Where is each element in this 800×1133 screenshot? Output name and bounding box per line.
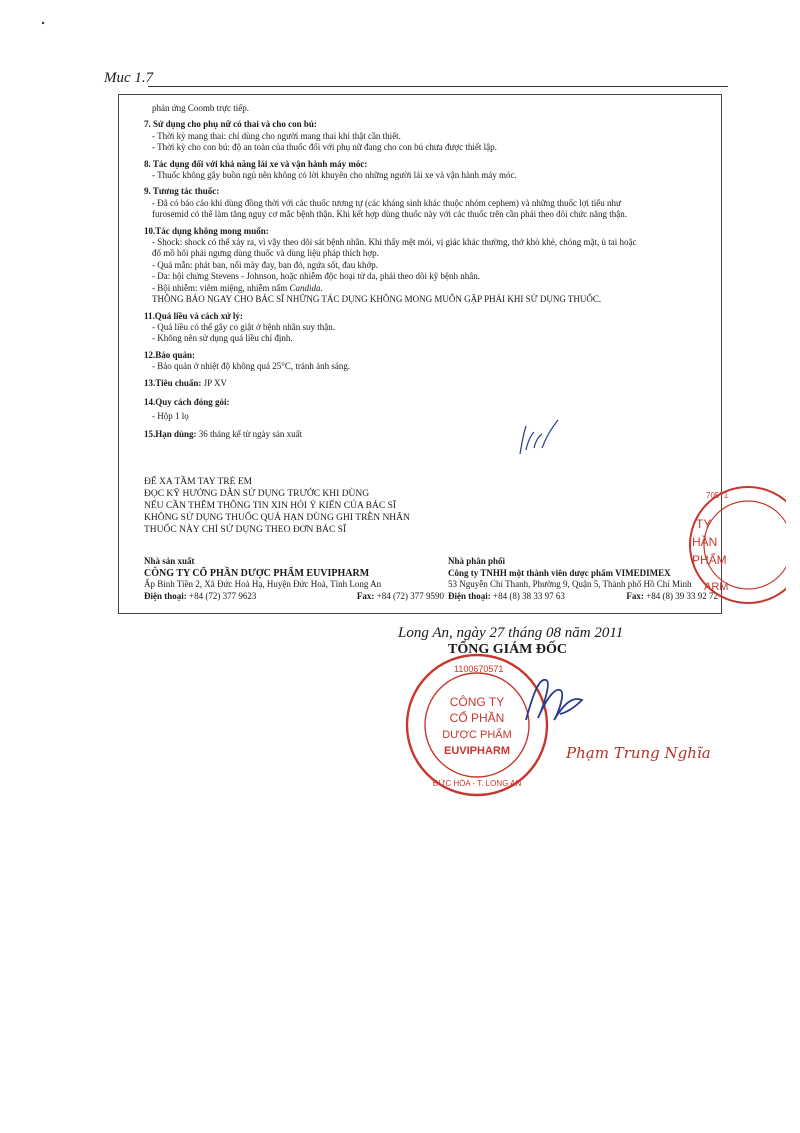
edge-stamp-line3: PHẨM bbox=[692, 553, 727, 567]
stamp-line3: DƯỢC PHẨM bbox=[442, 729, 512, 741]
s13-title: 13.Tiêu chuẩn: bbox=[144, 377, 202, 388]
distributor-address: 53 Nguyễn Chí Thanh, Phường 9, Quận 5, Thành phố Hồ Chí Minh bbox=[448, 579, 692, 589]
director-name: Phạm Trung Nghĩa bbox=[566, 744, 711, 762]
stamp-line1: CÔNG TY bbox=[449, 695, 505, 709]
warning-line-4: KHÔNG SỬ DỤNG THUỐC QUÁ HẠN DÙNG GHI TRÊN NHÃN bbox=[144, 513, 410, 523]
section-14 bbox=[144, 397, 716, 423]
s8-title: 8. Tác dụng đối với khả năng lái xe và vận hành máy móc: bbox=[144, 158, 368, 169]
s11-title: 11.Quá liều và cách xử lý: bbox=[144, 310, 243, 321]
manufacturer-fax-label: Fax: bbox=[356, 590, 375, 601]
s7-item-2: - Thời kỳ cho con bú: độ an toàn của thuốc đối với phụ nữ đang cho con bú chưa được thiết lập. bbox=[152, 142, 497, 153]
s10-shock-line2: đổ mồ hôi phải ngưng dùng thuốc và dùng liệu pháp thích hợp. bbox=[152, 248, 379, 259]
manufacturer-label: Nhà sản xuất bbox=[144, 556, 195, 566]
s11-item-1: - Quá liều có thể gây co giật ở bệnh nhân suy thận. bbox=[152, 321, 335, 332]
director-title: TỔNG GIÁM ĐỐC bbox=[448, 642, 567, 657]
s12-item-1: - Bảo quản ở nhiệt độ không quá 25°C, tránh ánh sáng. bbox=[152, 361, 351, 372]
section-6-tail bbox=[144, 103, 716, 114]
s14-title: 14.Quy cách đóng gói: bbox=[144, 396, 230, 407]
top-rule bbox=[148, 86, 728, 87]
distributor-block bbox=[448, 556, 718, 602]
s9-title: 9. Tương tác thuốc: bbox=[144, 186, 220, 197]
s6-tail-text: phản ứng Coomb trực tiếp. bbox=[152, 103, 249, 113]
warning-line-1: ĐỂ XA TẦM TAY TRẺ EM bbox=[144, 477, 253, 487]
initials-signature bbox=[512, 414, 564, 466]
manufacturer-address: Ấp Bình Tiền 2, Xã Đức Hoà Hạ, Huyện Đức Hoà, Tỉnh Long An bbox=[144, 579, 382, 589]
s9-item-line2: furosemid có thể làm tăng nguy cơ mắc bệnh thận. Khi kết hợp dùng thuốc này với các thuốc trên cần phải theo dõi chức năng thận. bbox=[152, 209, 628, 220]
s10-allergy: - Quá mẫn: phát ban, nổi mày đay, ban đỏ, ngứa sốt, đau khớp. bbox=[152, 259, 379, 270]
manufacturer-phone: +84 (72) 377 9623 bbox=[186, 590, 257, 601]
s9-item-line1: - Đã có báo cáo khi dùng đồng thời với các thuốc tương tự (các kháng sinh khác thuộc nhóm cephem) và những thuốc lợi tiểu như bbox=[152, 197, 621, 208]
section-9 bbox=[144, 186, 716, 220]
leaflet-content bbox=[144, 103, 716, 440]
s13-value: JP XV bbox=[201, 377, 228, 388]
edge-stamp-code: 70571 bbox=[706, 491, 729, 500]
s10-warning: THÔNG BÁO NGAY CHO BÁC SĨ NHỮNG TÁC DỤNG KHÔNG MONG MUỐN GẶP PHẢI KHI SỬ DỤNG THUỐC. bbox=[152, 294, 602, 305]
s11-item-2: - Không nên sử dụng quá liều chỉ định. bbox=[152, 333, 293, 344]
section-11 bbox=[144, 311, 716, 345]
section-15 bbox=[144, 429, 716, 440]
warning-line-5: THUỐC NÀY CHỈ SỬ DỤNG THEO ĐƠN BÁC SĨ bbox=[144, 525, 347, 535]
distributor-phone-label: Điện thoại: bbox=[448, 590, 491, 601]
distributor-label: Nhà phân phối bbox=[448, 556, 506, 566]
s10-superinfection-prefix: - Bội nhiễm: viêm miệng, nhiễm nấm bbox=[152, 282, 290, 293]
manufacturer-phone-group bbox=[144, 591, 256, 603]
s8-item-1: - Thuốc không gây buồn ngủ nên không có lời khuyên cho những người lái xe và vận hành máy móc. bbox=[152, 170, 517, 181]
stamp-ring-text: ĐỨC HÒA - T. LONG AN bbox=[432, 779, 522, 788]
s15-title: 15.Hạn dùng: bbox=[144, 428, 197, 439]
edge-stamp-line4: ARM bbox=[704, 581, 729, 593]
s10-skin: - Da: hội chứng Stevens - Johnson, hoặc nhiễm độc hoại tử da, phải theo dõi kỹ bệnh nhân. bbox=[152, 271, 480, 282]
warning-line-2: ĐỌC KỸ HƯỚNG DẪN SỬ DỤNG TRƯỚC KHI DÙNG bbox=[144, 489, 370, 499]
manufacturer-block bbox=[144, 556, 444, 602]
distributor-fax-label: Fax: bbox=[626, 590, 644, 601]
s10-superinfection-suffix: . bbox=[320, 282, 323, 293]
section-13 bbox=[144, 378, 716, 389]
section-8 bbox=[144, 159, 716, 182]
distributor-fax: +84 (8) 39 33 92 72 bbox=[643, 590, 718, 601]
edge-stamp-line1: TY bbox=[696, 517, 712, 531]
signing-date: Long An, ngày 27 tháng 08 năm 2011 bbox=[398, 625, 624, 641]
page-specks bbox=[40, 18, 50, 28]
manufacturer-fax-group bbox=[357, 591, 444, 603]
manufacturer-fax: +84 (72) 377 9590 bbox=[374, 590, 444, 601]
section-12 bbox=[144, 350, 716, 373]
manufacturer-contact bbox=[144, 591, 444, 603]
manufacturer-name: CÔNG TY CỔ PHẦN DƯỢC PHẨM EUVIPHARM bbox=[144, 567, 370, 579]
s7-title: 7. Sử dụng cho phụ nữ có thai và cho con bú: bbox=[144, 119, 317, 130]
s10-shock-line1: - Shock: shock có thể xảy ra, vì vậy theo dõi sát bệnh nhân. Khi thấy mệt mỏi, vị giác khác thường, thở khò khè, chóng mặt, ù tai hoặc bbox=[152, 237, 637, 248]
section-10 bbox=[144, 226, 716, 306]
distributor-name: Công ty TNHH một thành viên dược phẩm VIMEDIMEX bbox=[448, 567, 671, 578]
warning-line-3: NẾU CẦN THÊM THÔNG TIN XIN HỎI Ý KIẾN CỦA BÁC SĨ bbox=[144, 501, 397, 511]
edge-company-stamp bbox=[686, 480, 786, 610]
stamp-line2: CỔ PHẦN bbox=[449, 711, 505, 725]
section-code: Muc 1.7 bbox=[104, 70, 154, 86]
distributor-phone-group bbox=[448, 591, 565, 603]
s10-title: 10.Tác dụng không mong muốn: bbox=[144, 225, 269, 236]
distributor-phone: +84 (8) 38 33 97 63 bbox=[490, 590, 565, 601]
warning-block bbox=[144, 476, 544, 536]
s7-item-1: - Thời kỳ mang thai: chỉ dùng cho người mang thai khi thật cần thiết. bbox=[152, 130, 401, 141]
distributor-contact bbox=[448, 591, 718, 603]
director-signature bbox=[520, 670, 590, 730]
s10-superinfection-italic: Candida bbox=[289, 282, 321, 293]
s12-title: 12.Bảo quản: bbox=[144, 349, 196, 360]
section-7 bbox=[144, 119, 716, 153]
s10-superinfection bbox=[144, 283, 716, 294]
stamp-code: 1100670571 bbox=[454, 664, 504, 674]
stamp-line4: EUVIPHARM bbox=[443, 745, 511, 757]
s14-item-1: - Hộp 1 lọ bbox=[152, 411, 189, 422]
edge-stamp-line2: HẦN bbox=[692, 535, 718, 549]
s15-value: 36 tháng kể từ ngày sản xuất bbox=[196, 428, 303, 439]
manufacturer-phone-label: Điện thoại: bbox=[144, 590, 187, 601]
